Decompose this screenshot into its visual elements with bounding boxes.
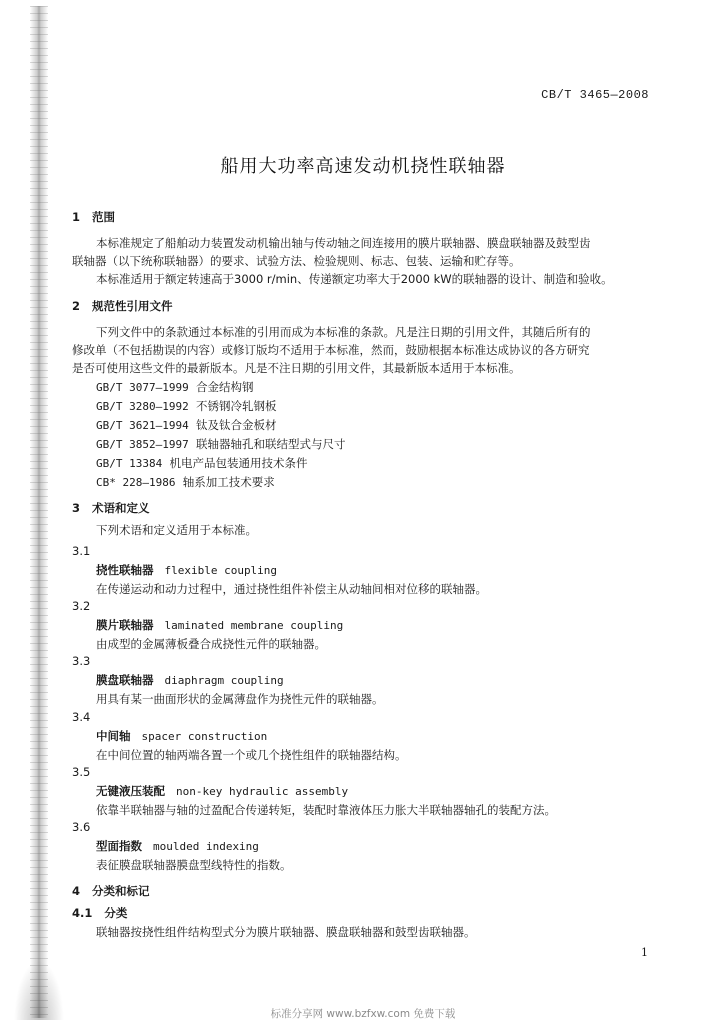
reference-name: 合金结构钢 bbox=[196, 380, 254, 394]
term-heading bbox=[96, 729, 267, 744]
term-english: moulded indexing bbox=[152, 840, 259, 853]
reference-code: GB/T 13384 bbox=[96, 457, 163, 470]
reference-item bbox=[96, 380, 254, 395]
term-heading bbox=[96, 784, 348, 799]
term-heading bbox=[96, 563, 277, 578]
subsection-4-1-heading bbox=[72, 906, 127, 920]
term-definition: 在中间位置的轴两端各置一个或几个挠性组件的联轴器结构。 bbox=[96, 748, 407, 762]
paragraph-line: 修改单（不包括勘误的内容）或修订版均不适用于本标准，然而，鼓励根据本标准达成协议的各方研究 bbox=[72, 343, 590, 357]
term-definition: 依靠半联轴器与轴的过盈配合传递转矩，装配时靠液体压力胀大半联轴器轴孔的装配方法。 bbox=[96, 803, 556, 817]
reference-item bbox=[96, 399, 277, 414]
document-code: CB/T 3465—2008 bbox=[541, 88, 649, 102]
reference-item bbox=[96, 437, 346, 452]
section-number: 1 bbox=[72, 210, 81, 224]
watermark-footer: 标准分享网 www.bzfxw.com 免费下载 bbox=[270, 1008, 456, 1020]
subsection-number: 4.1 bbox=[72, 906, 93, 920]
section-4-heading bbox=[72, 884, 150, 898]
term-heading bbox=[96, 673, 284, 688]
term-chinese: 无键液压装配 bbox=[96, 784, 165, 798]
term-number: 3.6 bbox=[72, 820, 91, 834]
reference-name: 联轴器轴孔和联结型式与尺寸 bbox=[196, 437, 346, 451]
reference-name: 钛及钛合金板材 bbox=[196, 418, 277, 432]
term-chinese: 膜盘联轴器 bbox=[96, 673, 154, 687]
term-heading bbox=[96, 618, 343, 633]
reference-code: GB/T 3621—1994 bbox=[96, 419, 189, 432]
reference-item bbox=[96, 475, 275, 490]
paragraph-line: 联轴器（以下统称联轴器）的要求、试验方法、检验规则、标志、包装、运输和贮存等。 bbox=[72, 254, 521, 268]
section-2-heading bbox=[72, 299, 173, 313]
subsection-title: 分类 bbox=[104, 906, 128, 920]
paragraph-line: 是否可使用这些文件的最新版本。凡是不注日期的引用文件，其最新版本适用于本标准。 bbox=[72, 361, 521, 375]
term-definition: 由成型的金属薄板叠合成挠性元件的联轴器。 bbox=[96, 637, 326, 651]
term-chinese: 中间轴 bbox=[96, 729, 131, 743]
section-3-heading bbox=[72, 501, 150, 515]
term-chinese: 挠性联轴器 bbox=[96, 563, 154, 577]
section-title: 规范性引用文件 bbox=[92, 299, 173, 313]
section-1-heading bbox=[72, 210, 115, 224]
page-title: 船用大功率高速发动机挠性联轴器 bbox=[220, 156, 506, 177]
paragraph-line: 下列文件中的条款通过本标准的引用而成为本标准的条款。凡是注日期的引用文件，其随后所有的 bbox=[96, 325, 591, 339]
reference-code: GB/T 3852—1997 bbox=[96, 438, 189, 451]
term-english: non-key hydraulic assembly bbox=[175, 785, 349, 798]
term-chinese: 型面指数 bbox=[96, 839, 142, 853]
reference-name: 轴系加工技术要求 bbox=[182, 475, 275, 489]
term-number: 3.1 bbox=[72, 544, 91, 558]
reference-item bbox=[96, 418, 277, 433]
term-english: diaphragm coupling bbox=[164, 674, 284, 687]
section-number: 4 bbox=[72, 884, 81, 898]
reference-item bbox=[96, 456, 308, 471]
section-title: 术语和定义 bbox=[92, 501, 150, 515]
paragraph-line: 下列术语和定义适用于本标准。 bbox=[96, 523, 257, 537]
term-english: flexible coupling bbox=[164, 564, 278, 577]
term-english: laminated membrane coupling bbox=[164, 619, 344, 632]
reference-code: CB* 228—1986 bbox=[96, 476, 176, 489]
section-number: 2 bbox=[72, 299, 81, 313]
reference-code: GB/T 3280—1992 bbox=[96, 400, 189, 413]
term-heading bbox=[96, 839, 259, 854]
term-definition: 用具有某一曲面形状的金属薄盘作为挠性元件的联轴器。 bbox=[96, 692, 384, 706]
term-number: 3.3 bbox=[72, 654, 91, 668]
reference-name: 机电产品包装通用技术条件 bbox=[169, 456, 308, 470]
paragraph-line: 联轴器按挠性组件结构型式分为膜片联轴器、膜盘联轴器和鼓型齿联轴器。 bbox=[96, 925, 476, 939]
section-number: 3 bbox=[72, 501, 81, 515]
reference-code: GB/T 3077—1999 bbox=[96, 381, 189, 394]
page-number: 1 bbox=[641, 946, 648, 959]
term-definition: 表征膜盘联轴器膜盘型线特性的指数。 bbox=[96, 858, 292, 872]
paragraph-line: 本标准适用于额定转速高于3000 r/min、传递额定功率大于2000 kW的联轴器的设计、制造和验收。 bbox=[96, 272, 613, 286]
term-number: 3.2 bbox=[72, 599, 91, 613]
section-title: 范围 bbox=[92, 210, 116, 224]
reference-name: 不锈钢冷轧钢板 bbox=[196, 399, 277, 413]
section-title: 分类和标记 bbox=[92, 884, 150, 898]
term-chinese: 膜片联轴器 bbox=[96, 618, 154, 632]
term-english: spacer construction bbox=[141, 730, 268, 743]
paragraph-line: 本标准规定了船舶动力装置发动机输出轴与传动轴之间连接用的膜片联轴器、膜盘联轴器及鼓型齿 bbox=[96, 236, 591, 250]
term-number: 3.5 bbox=[72, 765, 91, 779]
term-definition: 在传递运动和动力过程中，通过挠性组件补偿主从动轴间相对位移的联轴器。 bbox=[96, 582, 487, 596]
term-number: 3.4 bbox=[72, 710, 91, 724]
